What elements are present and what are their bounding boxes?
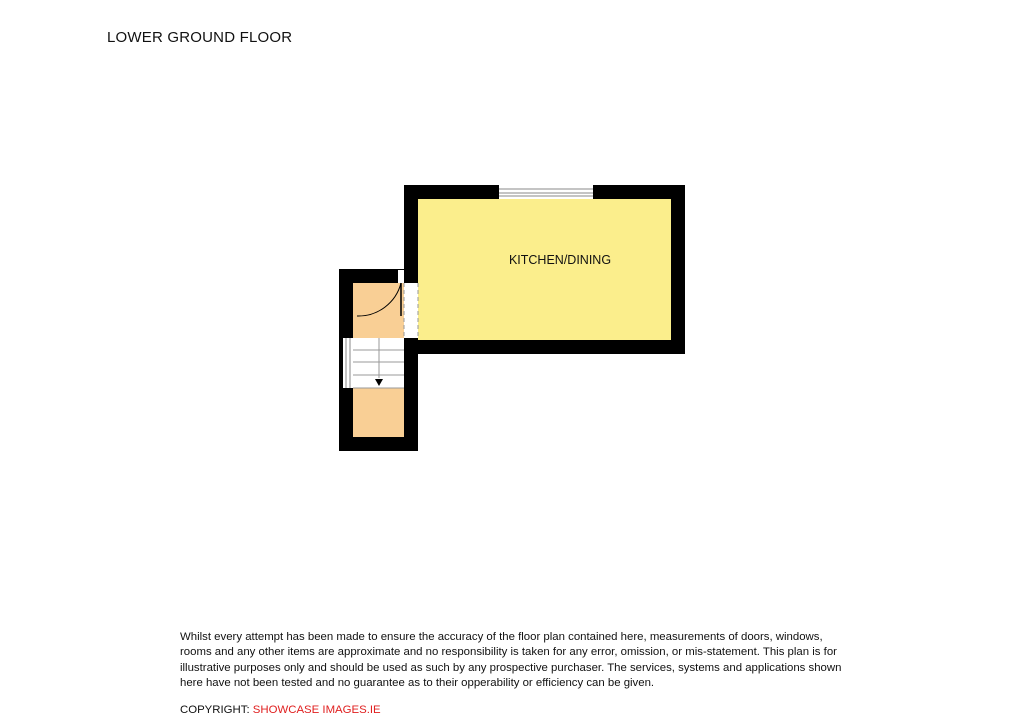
copyright-line: [180, 704, 381, 716]
floor-title: LOWER GROUND FLOOR: [107, 29, 293, 46]
kitchen-dining-room: [418, 199, 671, 340]
disclaimer-text: Whilst every attempt has been made to ensure the accuracy of the floor plan contained here, measurements of doors, windows, rooms and any other items are approximate and no responsibility is taken for any error, omission, or mis-statement. This plan is for illustrative purposes only and should be used as such by any prospective purchaser. The services, systems and applications shown here have not been tested and no guarantee as to their opperability or efficiency can be given.: [180, 631, 842, 690]
hall-lower: [353, 388, 404, 437]
kitchen-dining-label: KITCHEN/DINING: [508, 253, 612, 267]
copyright-prefix: COPYRIGHT:: [180, 704, 253, 716]
opening-hall-kitchen: [404, 283, 418, 338]
hall-upper: [353, 283, 404, 338]
copyright-brand: SHOWCASE IMAGES.IE: [252, 704, 381, 716]
kitchen-window: [499, 185, 593, 199]
hall-window: [343, 338, 353, 388]
